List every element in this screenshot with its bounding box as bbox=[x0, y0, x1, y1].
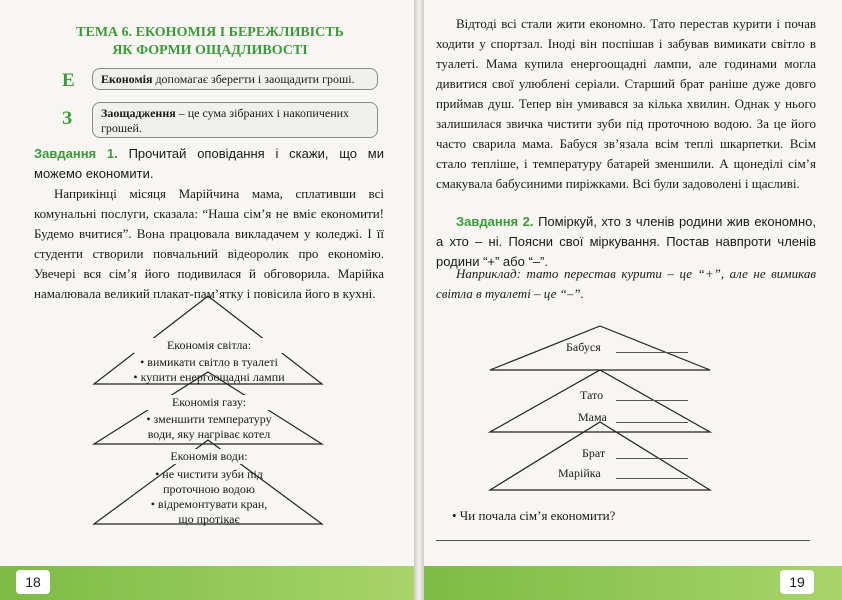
example-text: Наприклад: тато перестав курити – це “+”, але не вимикав світла в туалеті – це “–”. bbox=[436, 266, 816, 301]
task-text: Прочитай оповідання і скажи, що ми можемо економити. bbox=[34, 146, 384, 181]
pyramid-water-title: Економія води: bbox=[144, 449, 274, 464]
pyramid-water-item: • не чистити зуби під bbox=[155, 467, 263, 481]
member-label: Брат bbox=[582, 446, 606, 460]
definition-text: – це сума зібраних і накопичених грошей. bbox=[101, 106, 350, 135]
pyramid-water-item: • відремонтувати кран, bbox=[150, 497, 268, 511]
pyramid-gas-item: • зменшити температуру bbox=[146, 412, 272, 426]
pyramid-light-title: Економія світла: bbox=[134, 338, 284, 353]
task-2 bbox=[436, 212, 816, 272]
answer-line[interactable] bbox=[616, 478, 688, 479]
definition-letter-z: З bbox=[62, 108, 73, 129]
pyramid-water-item: що протікає bbox=[178, 512, 240, 526]
definition-text: допомагає зберегти і заощадити гроші. bbox=[155, 72, 355, 86]
family-pyramid-diagram bbox=[424, 322, 842, 502]
left-page bbox=[0, 0, 414, 600]
answer-line[interactable] bbox=[616, 400, 688, 401]
definition-term: Економія bbox=[101, 72, 153, 86]
pyramid-gas-title: Економія газу: bbox=[144, 395, 274, 410]
page-number: 18 bbox=[16, 570, 50, 594]
task-text: Поміркуй, хто з членів родини жив економно, а хто – ні. Поясни свої міркування. Постав навпроти членів родини “+” або “–”. bbox=[436, 214, 816, 269]
story-left: Наприкінці місяця Марійчина мама, сплативши всі комунальні послуги, сказала: “Наша сім’я не вміє економити! Будемо вчитися”. Вона працювала викладачем у коледжі. І її студенти створили повчальний відеоролик про економію. Увечері вся сім’я його подивилася й обговорила. Марійка намалювала великий плакат-пам’ятку і повісила його в кухні. bbox=[34, 186, 384, 301]
member-label: Тато bbox=[580, 388, 604, 402]
footer-bar bbox=[0, 566, 414, 600]
pyramid-light-item: • купити енергоощадні лампи bbox=[133, 370, 285, 384]
page-number: 19 bbox=[780, 570, 814, 594]
pyramid-water-item: проточною водою bbox=[163, 482, 255, 496]
topic-title-line2: ЯК ФОРМИ ОЩАДЛИВОСТІ bbox=[112, 43, 308, 58]
definition-economy bbox=[92, 68, 378, 90]
pyramid-light-item: • вимикати світло в туалеті bbox=[140, 355, 278, 369]
answer-line[interactable] bbox=[616, 422, 688, 423]
member-label: Марійка bbox=[558, 466, 601, 480]
definition-savings bbox=[92, 102, 378, 138]
member-label: Бабуся bbox=[566, 340, 601, 354]
right-page bbox=[424, 0, 842, 600]
definition-term: Заощадження bbox=[101, 106, 176, 120]
story-right: Відтоді всі стали жити економно. Тато перестав курити і почав ходити у спортзал. Іноді він поспішав і забував вимикати світло в туалеті. Мама купила енергоощадні лампи, але годинами могла дивитися свої улюблені серіали. Старший брат раніше дуже довго приймав душ. Тепер він умивався за кілька хвилин. Однак у нього залишилася звичка чистити зуби під проточною водою. За це його часто сварила мама. Бабуся зв’язала всім теплі шкарпетки. Всім стало тепліше, і температуру батарей зменшили. А щонеділі сім’я смакувала бабусиними пиріжками. Всі були задоволені і щасливі. bbox=[436, 16, 816, 191]
topic-title bbox=[60, 24, 360, 60]
answer-line-long[interactable] bbox=[436, 540, 810, 541]
task-label: Завдання 1. bbox=[34, 146, 118, 161]
member-label: Мама bbox=[578, 410, 607, 424]
book-gutter bbox=[414, 0, 424, 600]
answer-line[interactable] bbox=[616, 458, 688, 459]
task-label: Завдання 2. bbox=[456, 214, 534, 229]
pyramid-gas-item: води, яку нагріває котел bbox=[147, 427, 271, 441]
answer-line[interactable] bbox=[616, 352, 688, 353]
question-text: • Чи почала сім’я економити? bbox=[452, 508, 616, 523]
topic-title-line1: ТЕМА 6. ЕКОНОМІЯ І БЕРЕЖЛИВІСТЬ bbox=[76, 25, 344, 40]
definition-letter-e: Е bbox=[62, 70, 75, 91]
task-1 bbox=[34, 144, 384, 184]
